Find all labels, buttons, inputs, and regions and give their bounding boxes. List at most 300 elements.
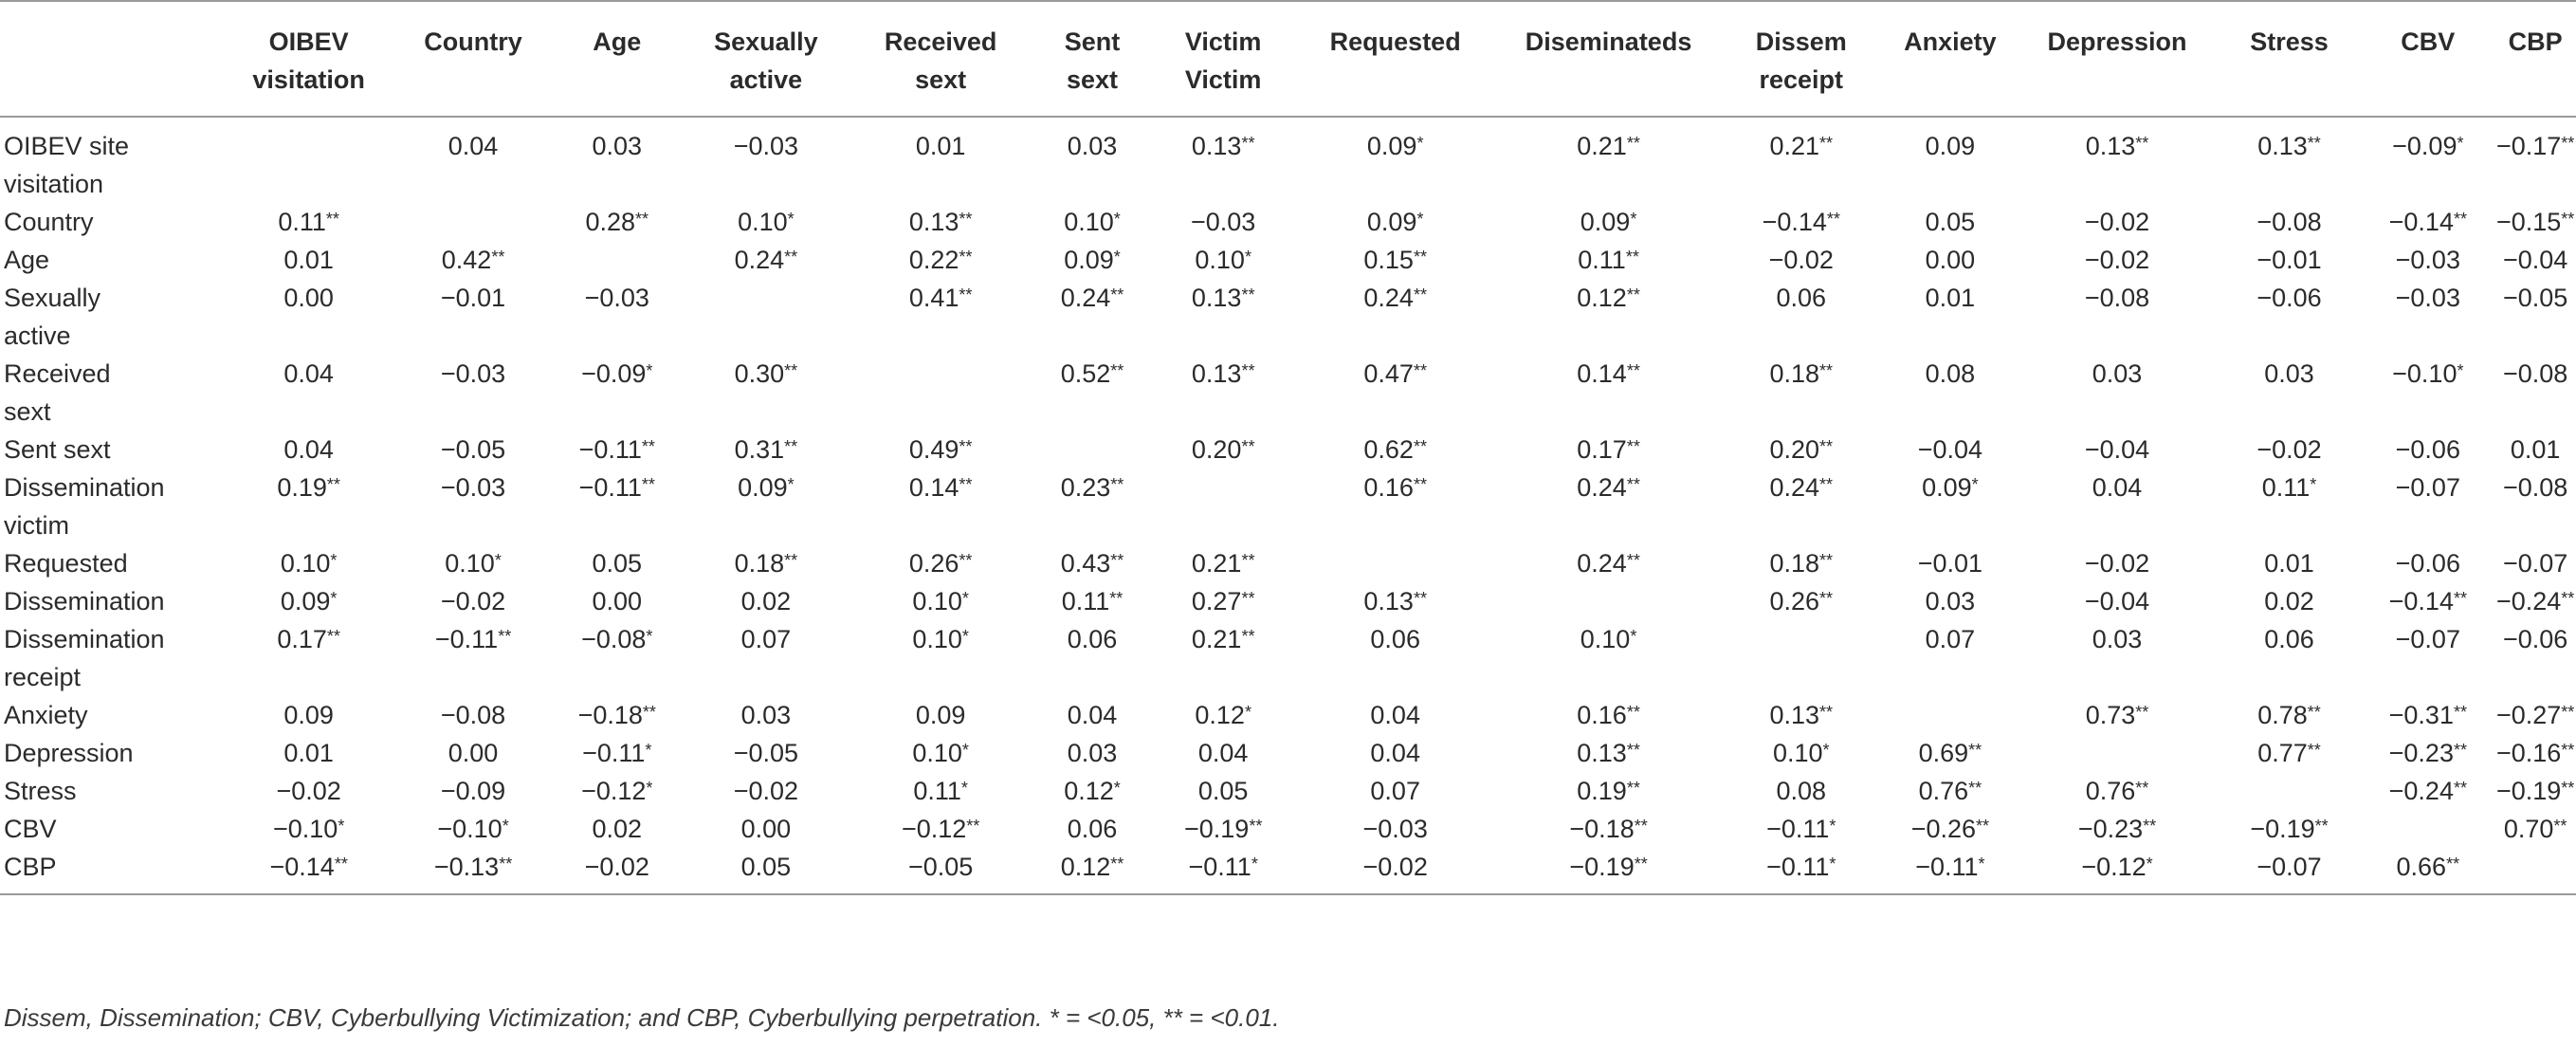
correlation-cell: 0.13** — [1191, 284, 1255, 312]
correlation-cell: 0.06 — [1370, 625, 1420, 653]
correlation-cell: −0.08 — [2256, 208, 2322, 236]
table-row — [0, 620, 2576, 696]
significance-marker: * — [2146, 854, 2153, 873]
significance-marker: ** — [959, 551, 973, 570]
correlation-cell: −0.03 — [2395, 284, 2460, 312]
correlation-cell: −0.11** — [434, 625, 512, 653]
significance-marker: ** — [1626, 551, 1640, 570]
correlation-cell: −0.12* — [2017, 848, 2217, 894]
correlation-cell: 0.11** — [1061, 587, 1124, 615]
significance-marker: * — [960, 779, 968, 798]
significance-marker: ** — [2561, 134, 2575, 153]
correlation-cell: 0.01 — [2510, 435, 2561, 464]
significance-marker: ** — [1626, 741, 1640, 760]
correlation-cell: 0.17** — [277, 625, 340, 653]
correlation-cell: 0.10* — [912, 587, 969, 615]
significance-marker: ** — [1241, 361, 1255, 380]
correlation-cell: −0.19** — [1183, 815, 1263, 843]
correlation-cell: −0.05 — [850, 848, 1031, 894]
correlation-cell: 0.04 — [283, 435, 334, 464]
correlation-cell: 0.11** — [278, 208, 339, 236]
header-row — [0, 1, 2576, 117]
correlation-cell: −0.05 — [2502, 284, 2568, 312]
correlation-cell: 0.05 — [1197, 777, 1249, 805]
correlation-cell: 0.03 — [1067, 739, 1118, 767]
correlation-cell: 0.70** — [2503, 815, 2567, 843]
significance-marker: * — [1244, 703, 1251, 722]
column-header: Diseminateds — [1498, 1, 1719, 117]
correlation-cell: 0.10* — [445, 549, 502, 578]
correlation-cell: 0.16** — [1577, 701, 1640, 729]
column-header: Stress — [2218, 1, 2362, 117]
correlation-cell: −0.16** — [2495, 739, 2575, 767]
correlation-cell: 0.69** — [1918, 739, 1982, 767]
correlation-cell: 0.00 — [740, 815, 792, 843]
correlation-cell: −0.11** — [578, 473, 655, 502]
correlation-cell: 0.73** — [2085, 701, 2149, 729]
row-label: Depression — [4, 739, 134, 767]
correlation-cell: −0.02 — [1292, 848, 1498, 894]
correlation-cell: 0.05 — [1925, 208, 1976, 236]
correlation-cell: 0.03 — [2264, 359, 2314, 388]
table-row — [0, 772, 2576, 810]
correlation-cell: 0.21** — [1191, 549, 1255, 578]
table-body — [0, 117, 2576, 894]
correlation-cell: 0.04 — [1067, 701, 1118, 729]
correlation-cell: 0.12** — [1031, 848, 1154, 894]
correlation-cell: 0.02 — [2264, 587, 2314, 615]
correlation-cell: 0.03 — [1925, 587, 1976, 615]
significance-marker: ** — [2453, 589, 2467, 608]
correlation-cell: −0.02 — [2256, 435, 2322, 464]
significance-marker: ** — [1819, 134, 1834, 153]
correlation-cell: −0.31** — [2388, 701, 2467, 729]
correlation-cell: 0.14** — [908, 473, 973, 502]
correlation-cell: −0.17** — [2495, 132, 2575, 160]
significance-marker: ** — [1626, 134, 1640, 153]
significance-marker: * — [1822, 741, 1830, 760]
correlation-cell — [224, 117, 393, 203]
correlation-cell: 0.11* — [2261, 473, 2317, 502]
correlation-cell: 0.04 — [283, 359, 334, 388]
significance-marker: ** — [2143, 817, 2157, 836]
row-label: Anxiety — [4, 701, 88, 729]
correlation-cell: 0.09* — [1922, 473, 1979, 502]
correlation-cell: 0.13** — [908, 208, 973, 236]
table-row — [0, 734, 2576, 772]
correlation-cell: 0.01 — [915, 132, 966, 160]
significance-marker: ** — [1634, 854, 1648, 873]
column-header: Depression — [2017, 1, 2217, 117]
significance-marker: ** — [784, 551, 798, 570]
correlation-cell: 0.01 — [1925, 284, 1976, 312]
table-row — [0, 117, 2576, 203]
row-label: OIBEV site visitation — [4, 132, 130, 198]
correlation-cell: 0.76** — [1918, 777, 1982, 805]
correlation-cell: −0.03 — [1362, 815, 1428, 843]
correlation-cell: 0.04 — [448, 132, 499, 160]
significance-marker: ** — [2135, 779, 2149, 798]
significance-marker: * — [1244, 248, 1251, 266]
significance-marker: ** — [1626, 475, 1640, 494]
correlation-cell: −0.10* — [437, 815, 509, 843]
significance-marker: * — [961, 741, 969, 760]
significance-marker: ** — [635, 210, 649, 229]
correlation-cell: 0.04 — [1370, 739, 1420, 767]
significance-marker: ** — [2307, 134, 2321, 153]
correlation-cell: −0.01 — [1917, 549, 1983, 578]
correlation-cell: −0.11* — [582, 739, 652, 767]
significance-marker: ** — [491, 248, 505, 266]
correlation-cell: 0.13** — [2257, 132, 2321, 160]
row-label: Dissemination victim — [4, 473, 165, 540]
correlation-cell: −0.02 — [2084, 208, 2150, 236]
correlation-cell: −0.18** — [577, 701, 656, 729]
table-row — [0, 696, 2576, 734]
correlation-cell: 0.26** — [908, 549, 973, 578]
table-row — [0, 203, 2576, 241]
correlation-cell: 0.05 — [682, 848, 851, 894]
significance-marker: ** — [1826, 210, 1840, 229]
table-row — [0, 810, 2576, 848]
correlation-cell: 0.41** — [908, 284, 973, 312]
correlation-cell: −0.03 — [440, 359, 506, 388]
significance-marker: ** — [1819, 703, 1834, 722]
correlation-cell: 0.15** — [1363, 246, 1427, 274]
significance-marker: * — [1630, 210, 1637, 229]
correlation-cell: −0.02 — [440, 587, 506, 615]
significance-marker: * — [645, 741, 652, 760]
correlation-cell: 0.10* — [738, 208, 795, 236]
significance-marker: ** — [959, 285, 973, 304]
correlation-cell: 0.13** — [1191, 359, 1255, 388]
correlation-cell: 0.11** — [1578, 246, 1639, 274]
significance-marker: ** — [1626, 703, 1640, 722]
correlation-cell: 0.10* — [1195, 246, 1251, 274]
correlation-cell: 0.19** — [277, 473, 340, 502]
correlation-cell — [682, 279, 851, 355]
correlation-cell: 0.09 — [915, 701, 966, 729]
table-row — [0, 582, 2576, 620]
correlation-cell: −0.06 — [2502, 625, 2568, 653]
correlation-cell: −0.10* — [2392, 359, 2464, 388]
correlation-cell: 0.28** — [585, 208, 649, 236]
correlation-cell — [1292, 544, 1498, 582]
significance-marker: ** — [642, 703, 656, 722]
correlation-cell — [1498, 582, 1719, 620]
correlation-cell: −0.02 — [276, 777, 341, 805]
significance-marker: ** — [1109, 589, 1124, 608]
correlation-cell: −0.07 — [2395, 625, 2460, 653]
significance-marker: * — [1416, 210, 1424, 229]
correlation-cell: 0.01 — [283, 246, 334, 274]
significance-marker: * — [1113, 210, 1121, 229]
correlation-cell: −0.13** — [393, 848, 553, 894]
row-label: Dissemination — [4, 587, 165, 615]
correlation-cell: 0.47** — [1363, 359, 1427, 388]
correlation-cell: −0.07 — [2395, 473, 2460, 502]
correlation-cell: −0.10* — [272, 815, 345, 843]
correlation-cell: −0.11* — [1719, 848, 1883, 894]
correlation-cell: 0.10* — [280, 549, 338, 578]
correlation-cell: −0.06 — [2395, 549, 2460, 578]
correlation-cell: 0.43** — [1060, 549, 1124, 578]
significance-marker: ** — [325, 210, 339, 229]
correlation-cell: 0.09 — [283, 701, 334, 729]
significance-marker: ** — [1625, 248, 1639, 266]
correlation-cell: 0.01 — [283, 739, 334, 767]
table-row — [0, 431, 2576, 468]
significance-marker: ** — [2561, 589, 2575, 608]
significance-marker: ** — [959, 210, 973, 229]
significance-marker: ** — [1241, 551, 1255, 570]
correlation-cell: 0.66** — [2361, 848, 2494, 894]
correlation-cell: 0.76** — [2085, 777, 2149, 805]
correlation-cell: 0.03 — [740, 701, 792, 729]
correlation-cell: 0.10* — [912, 739, 969, 767]
correlation-cell: −0.01 — [2256, 246, 2322, 274]
significance-marker: ** — [641, 437, 655, 456]
significance-marker: * — [1971, 475, 1979, 494]
correlation-cell: 0.00 — [448, 739, 499, 767]
significance-marker: ** — [784, 248, 798, 266]
correlation-cell: 0.09* — [1580, 208, 1637, 236]
significance-marker: ** — [784, 437, 798, 456]
significance-marker: ** — [966, 817, 980, 836]
significance-marker: * — [502, 817, 509, 836]
correlation-cell — [2218, 772, 2362, 810]
column-header: CBV — [2361, 1, 2494, 117]
significance-marker: ** — [1110, 551, 1124, 570]
row-label: Sent sext — [4, 435, 111, 464]
significance-marker: * — [1630, 627, 1637, 646]
correlation-cell: 0.07 — [1370, 777, 1420, 805]
correlation-cell: 0.08 — [1925, 359, 1976, 388]
correlation-cell: 0.10* — [1772, 739, 1830, 767]
correlation-cell: −0.14** — [2388, 587, 2467, 615]
correlation-cell — [553, 241, 681, 279]
correlation-cell: 0.02 — [740, 587, 792, 615]
correlation-cell: 0.09* — [1064, 246, 1121, 274]
correlation-cell: −0.02 — [733, 777, 799, 805]
column-header: Requested — [1292, 1, 1498, 117]
correlation-cell: −0.03 — [584, 284, 649, 312]
correlation-cell: 0.09* — [1366, 132, 1424, 160]
correlation-cell: −0.14** — [1762, 208, 1840, 236]
correlation-cell — [1154, 468, 1292, 544]
significance-marker: ** — [1110, 361, 1124, 380]
correlation-cell: −0.07 — [2218, 848, 2362, 894]
correlation-cell: 0.78** — [2257, 701, 2321, 729]
correlation-cell: −0.11* — [1154, 848, 1292, 894]
correlation-cell: −0.04 — [2084, 587, 2150, 615]
column-header: Sexually active — [682, 1, 851, 117]
correlation-cell: 0.31** — [734, 435, 798, 464]
table-row — [0, 355, 2576, 431]
significance-marker: ** — [2553, 817, 2567, 836]
correlation-cell: −0.14** — [224, 848, 393, 894]
table-footnote: Dissem, Dissemination; CBV, Cyberbullying Victimization; and CBP, Cyberbullying perpetration. * = <0.05, ** = <0.01. — [4, 1003, 1280, 1032]
significance-marker: * — [2457, 134, 2464, 153]
significance-marker: * — [646, 361, 653, 380]
significance-marker: ** — [1241, 285, 1255, 304]
significance-marker: ** — [1241, 437, 1255, 456]
significance-marker: * — [494, 551, 502, 570]
correlation-cell: 0.13** — [1769, 701, 1834, 729]
correlation-cell: 0.13** — [1577, 739, 1640, 767]
table-row — [0, 468, 2576, 544]
significance-marker: * — [961, 627, 969, 646]
significance-marker: ** — [2453, 210, 2467, 229]
correlation-cell: −0.02 — [1768, 246, 1834, 274]
significance-marker: ** — [1249, 817, 1263, 836]
correlation-cell — [1883, 696, 2017, 734]
significance-marker: ** — [1968, 779, 1982, 798]
correlation-cell: 0.49** — [908, 435, 973, 464]
correlation-cell: −0.23** — [2388, 739, 2467, 767]
significance-marker: ** — [2453, 779, 2467, 798]
significance-marker: ** — [1110, 854, 1124, 873]
correlation-cell: −0.03 — [1191, 208, 1256, 236]
row-label: Country — [4, 208, 94, 236]
correlation-cell: 0.05 — [592, 549, 643, 578]
significance-marker: * — [1416, 134, 1424, 153]
significance-marker: ** — [1413, 589, 1427, 608]
significance-marker: * — [787, 475, 795, 494]
correlation-cell: −0.02 — [553, 848, 681, 894]
significance-marker: ** — [2446, 854, 2460, 873]
significance-marker: * — [961, 589, 969, 608]
significance-marker: * — [646, 779, 653, 798]
significance-marker: * — [646, 627, 653, 646]
significance-marker: * — [2310, 475, 2317, 494]
correlation-cell: −0.03 — [2395, 246, 2460, 274]
significance-marker: * — [2457, 361, 2464, 380]
correlation-cell: 0.21** — [1191, 625, 1255, 653]
correlation-cell: −0.27** — [2495, 701, 2575, 729]
correlation-cell: −0.01 — [440, 284, 506, 312]
correlation-cell: 0.09* — [738, 473, 795, 502]
correlation-cell: 0.00 — [1925, 246, 1976, 274]
significance-marker: * — [1113, 248, 1121, 266]
correlation-cell: 0.27** — [1191, 587, 1255, 615]
significance-marker: ** — [1819, 361, 1834, 380]
table-row — [0, 544, 2576, 582]
correlation-cell: −0.12** — [901, 815, 980, 843]
row-label: Requested — [4, 549, 128, 578]
correlation-cell: 0.04 — [1197, 739, 1249, 767]
significance-marker: ** — [2135, 703, 2149, 722]
significance-marker: ** — [2135, 134, 2149, 153]
correlation-cell: −0.09 — [440, 777, 506, 805]
correlation-cell: 0.04 — [2092, 473, 2143, 502]
correlation-cell: 0.18** — [1769, 549, 1834, 578]
correlation-cell: 0.06 — [1067, 815, 1118, 843]
correlation-cell: 0.06 — [1067, 625, 1118, 653]
correlation-cell: 0.24** — [1769, 473, 1834, 502]
correlation-cell: −0.04 — [2502, 246, 2568, 274]
correlation-cell — [2361, 810, 2494, 848]
correlation-cell: −0.02 — [2084, 246, 2150, 274]
row-label: Received sext — [4, 359, 111, 426]
correlation-cell — [2017, 734, 2217, 772]
significance-marker: ** — [1241, 589, 1255, 608]
significance-marker: ** — [1413, 437, 1427, 456]
significance-marker: ** — [959, 475, 973, 494]
significance-marker: ** — [1819, 475, 1834, 494]
header-corner — [0, 1, 224, 117]
correlation-cell: 0.09 — [1925, 132, 1976, 160]
correlation-cell: −0.11* — [1883, 848, 2017, 894]
significance-marker: ** — [1976, 817, 1990, 836]
column-header: Dissem receipt — [1719, 1, 1883, 117]
correlation-cell: 0.18** — [734, 549, 798, 578]
correlation-cell: −0.11** — [578, 435, 655, 464]
significance-marker: ** — [2453, 703, 2467, 722]
significance-marker: ** — [2314, 817, 2329, 836]
significance-marker: ** — [499, 854, 513, 873]
row-label: Sexually active — [4, 284, 101, 350]
correlation-cell: −0.18** — [1569, 815, 1648, 843]
correlation-cell: 0.09* — [1366, 208, 1424, 236]
significance-marker: ** — [1968, 741, 1982, 760]
column-header: Anxiety — [1883, 1, 2017, 117]
significance-marker: ** — [1819, 589, 1834, 608]
correlation-cell: 0.03 — [1067, 132, 1118, 160]
correlation-cell — [850, 355, 1031, 431]
significance-marker: ** — [2561, 210, 2575, 229]
correlation-cell: 0.13** — [1191, 132, 1255, 160]
significance-marker: ** — [1413, 361, 1427, 380]
row-label: CBP — [0, 848, 224, 894]
significance-marker: ** — [1626, 285, 1640, 304]
column-header: Received sext — [850, 1, 1031, 117]
significance-marker: ** — [1110, 475, 1124, 494]
correlation-cell: −0.24** — [2388, 777, 2467, 805]
correlation-cell: −0.19** — [2495, 777, 2575, 805]
row-label: Age — [4, 246, 50, 274]
correlation-cell: 0.11* — [913, 777, 968, 805]
significance-marker: * — [330, 551, 338, 570]
column-header: Victim Victim — [1154, 1, 1292, 117]
significance-marker: * — [1829, 817, 1836, 836]
correlation-cell: −0.14** — [2388, 208, 2467, 236]
correlation-cell: 0.42** — [441, 246, 505, 274]
correlation-cell: 0.00 — [592, 587, 643, 615]
correlation-cell: 0.20** — [1191, 435, 1255, 464]
correlation-cell: 0.10* — [1580, 625, 1637, 653]
significance-marker: ** — [1110, 285, 1124, 304]
correlation-cell — [1031, 431, 1154, 468]
correlation-cell: 0.08 — [1776, 777, 1827, 805]
correlation-cell: 0.09* — [280, 587, 338, 615]
significance-marker: * — [1829, 854, 1836, 873]
column-header: Country — [393, 1, 553, 117]
correlation-cell: 0.14** — [1577, 359, 1640, 388]
correlation-cell: −0.12* — [581, 777, 653, 805]
correlation-cell: −0.03 — [733, 132, 799, 160]
correlation-cell: 0.06 — [2264, 625, 2314, 653]
significance-marker: ** — [1413, 248, 1427, 266]
significance-marker: ** — [959, 248, 973, 266]
correlation-cell: 0.16** — [1363, 473, 1427, 502]
correlation-cell: 0.30** — [734, 359, 798, 388]
correlation-cell: 0.26** — [1769, 587, 1834, 615]
significance-marker: ** — [2307, 741, 2321, 760]
significance-marker: ** — [2561, 779, 2575, 798]
correlation-cell: −0.07 — [2502, 549, 2568, 578]
significance-marker: * — [787, 210, 795, 229]
